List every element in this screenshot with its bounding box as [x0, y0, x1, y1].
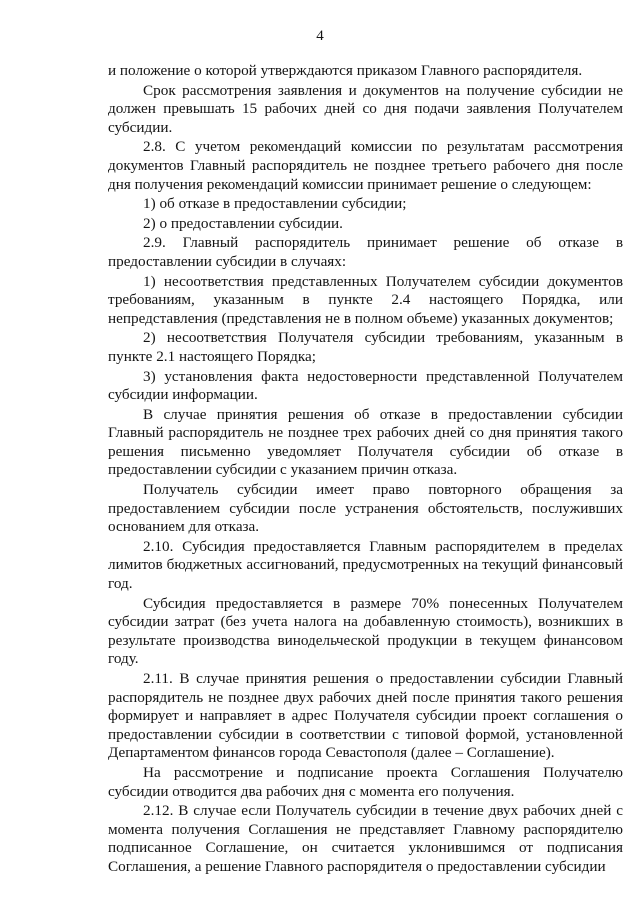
paragraph: 2.12. В случае если Получатель субсидии в течение двух рабочих дней с момента получения Соглашения не представляет Главному распорядителю подписанное Соглашение, он считается уклонившимся от подписания Соглашения, а решение Главного распорядителя о предоставлении субсидии — [108, 802, 623, 875]
paragraph: Субсидия предоставляется в размере 70% понесенных Получателем субсидии затрат (без учета налога на добавленную стоимость), возникших в результате производства винодельческой продукции в текущем финансовом году. — [108, 594, 623, 668]
paragraph: 1) несоответствия представленных Получателем субсидии документов требованиям, указанным в пункте 2.4 настоящего Порядка, или непредставления (представления не в полном объеме) указанных документов; — [108, 272, 623, 327]
paragraph: Срок рассмотрения заявления и документов на получение субсидии не должен превышать 15 рабочих дней со дня подачи заявления Получателем субсидии. — [108, 81, 623, 136]
document-body — [108, 62, 623, 878]
page-number: 4 — [316, 28, 324, 44]
paragraph: 2.10. Субсидия предоставляется Главным распорядителем в пределах лимитов бюджетных ассигнований, предусмотренных на текущий финансовый год. — [108, 537, 623, 593]
paragraph: 2.9. Главный распорядитель принимает решение об отказе в предоставлении субсидии в случаях: — [108, 234, 623, 270]
paragraph: На рассмотрение и подписание проекта Соглашения Получателю субсидии отводится два рабочих дня с момента его получения. — [108, 763, 623, 800]
paragraph: 2) несоответствия Получателя субсидии требованиям, указанным в пункте 2.1 настоящего Порядка; — [108, 329, 623, 365]
paragraph: 2) о предоставлении субсидии. — [143, 214, 343, 232]
paragraph: 1) об отказе в предоставлении субсидии; — [143, 195, 407, 213]
paragraph: и положение о которой утверждаются приказом Главного распорядителя. — [108, 62, 583, 79]
paragraph: В случае принятия решения об отказе в предоставлении субсидии Главный распорядитель не позднее трех рабочих дней со дня принятия такого решения письменно уведомляет Получателя субсидии об отказе в предоставлении субсидии с указанием причин отказа. — [108, 405, 623, 479]
paragraph: 3) установления факта недостоверности представленной Получателем субсидии информации. — [108, 367, 623, 404]
paragraph: Получатель субсидии имеет право повторного обращения за предоставлением субсидии после устранения обстоятельств, послуживших основанием для отказа. — [108, 481, 623, 536]
paragraph: 2.8. С учетом рекомендаций комиссии по результатам рассмотрения документов Главный распорядитель не позднее третьего рабочего дня после дня получения рекомендаций комиссии принимает решение о следующем: — [108, 138, 623, 193]
paragraph: 2.11. В случае принятия решения о предоставлении субсидии Главный распорядитель не позднее двух рабочих дней после принятия такого решения формирует и направляет в адрес Получателя субсидии проект соглашения о предоставлении субсидии в соответствии с типовой формой, установленной Департаментом финансов города Севастополя (далее – Соглашение). — [108, 670, 623, 762]
